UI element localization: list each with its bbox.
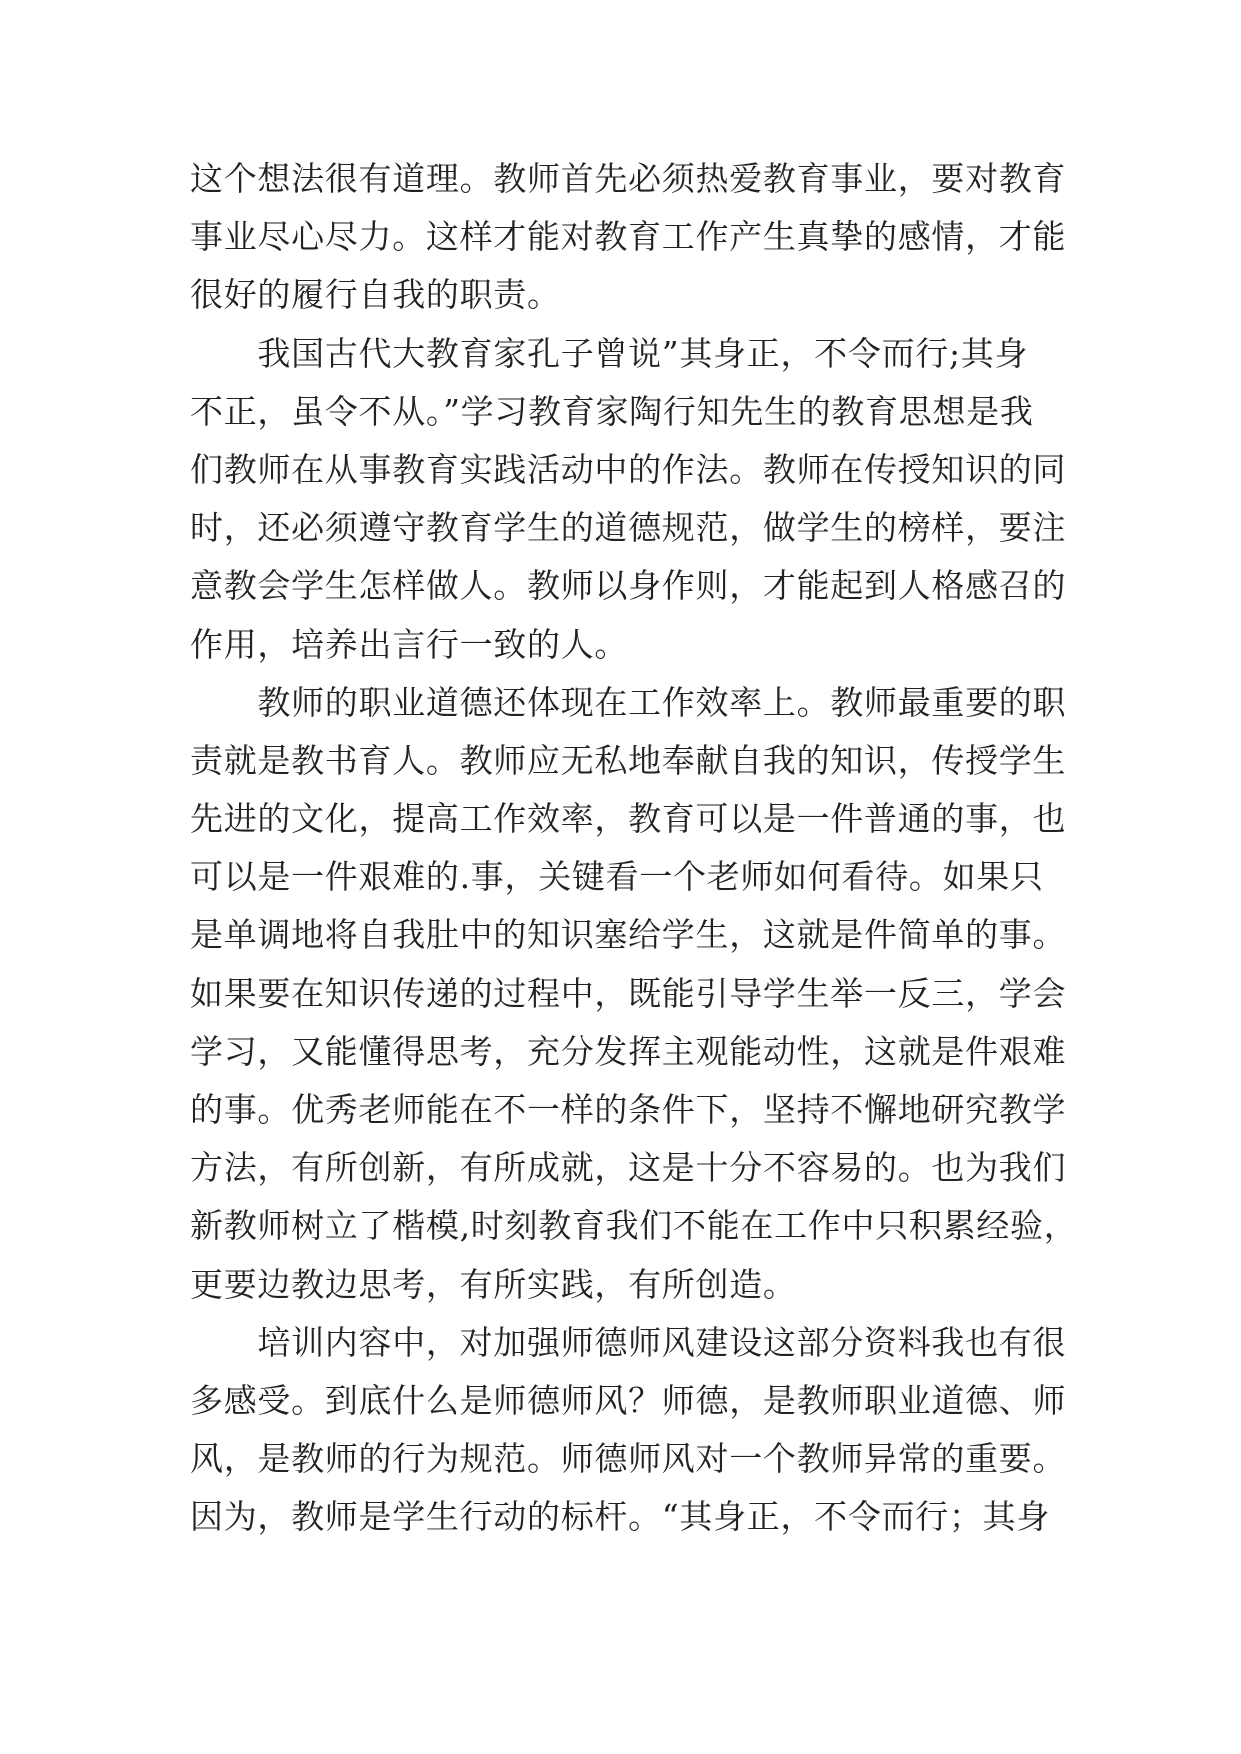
text-line: 教师的职业道德还体现在工作效率上。教师最重要的职 xyxy=(190,682,1067,722)
text-line: 们教师在从事教育实践活动中的作法。教师在传授知识的同 xyxy=(190,449,1067,489)
text-line: 时，还必须遵守教育学生的道德规范，做学生的榜样，要注 xyxy=(190,508,1067,548)
text-line: 不正，虽令不从。”学习教育家陶行知先生的教育思想是我 xyxy=(190,391,1034,431)
text-line: 意教会学生怎样做人。教师以身作则，才能起到人格感召的 xyxy=(190,566,1067,606)
text-line: 更要边教边思考，有所实践，有所创造。 xyxy=(190,1264,797,1304)
text-line: 学习，又能懂得思考，充分发挥主观能动性，这就是件艰难 xyxy=(190,1031,1067,1071)
text-line: 因为，教师是学生行动的标杆。“其身正，不令而行；其身 xyxy=(190,1497,1051,1537)
text-line: 风，是教师的行为规范。师德师风对一个教师异常的重要。 xyxy=(190,1439,1067,1479)
text-line: 方法，有所创新，有所成就，这是十分不容易的。也为我们 xyxy=(190,1148,1067,1188)
body-text xyxy=(190,150,1078,1547)
text-line: 培训内容中，对加强师德师风建设这部分资料我也有很 xyxy=(190,1322,1067,1362)
text-line: 这个想法很有道理。教师首先必须热爱教育事业，要对教育 xyxy=(190,159,1067,198)
text-line: 的事。优秀老师能在不一样的条件下，坚持不懈地研究教学 xyxy=(190,1090,1067,1129)
text-line: 新教师树立了楷模,时刻教育我们不能在工作中只积累经验， xyxy=(190,1206,1078,1246)
text-line: 责就是教书育人。教师应无私地奉献自我的知识，传授学生 xyxy=(190,740,1067,780)
text-line: 作用，培养出言行一致的人。 xyxy=(190,624,629,664)
text-line: 事业尽心尽力。这样才能对教育工作产生真挚的感情，才能 xyxy=(190,217,1067,257)
text-line: 多感受。到底什么是师德师风？师德，是教师职业道德、师 xyxy=(190,1380,1067,1420)
text-line: 是单调地将自我肚中的知识塞给学生，这就是件简单的事。 xyxy=(190,915,1067,955)
text-line: 我国古代大教育家孔子曾说”其身正，不令而行;其身 xyxy=(190,333,1029,373)
text-line: 先进的文化，提高工作效率，教育可以是一件普通的事，也 xyxy=(190,799,1067,839)
text-line: 很好的履行自我的职责。 xyxy=(190,275,561,315)
text-line: 如果要在知识传递的过程中，既能引导学生举一反三，学会 xyxy=(190,973,1067,1013)
text-line: 可以是一件艰难的.事，关键看一个老师如何看待。如果只 xyxy=(190,857,1044,897)
